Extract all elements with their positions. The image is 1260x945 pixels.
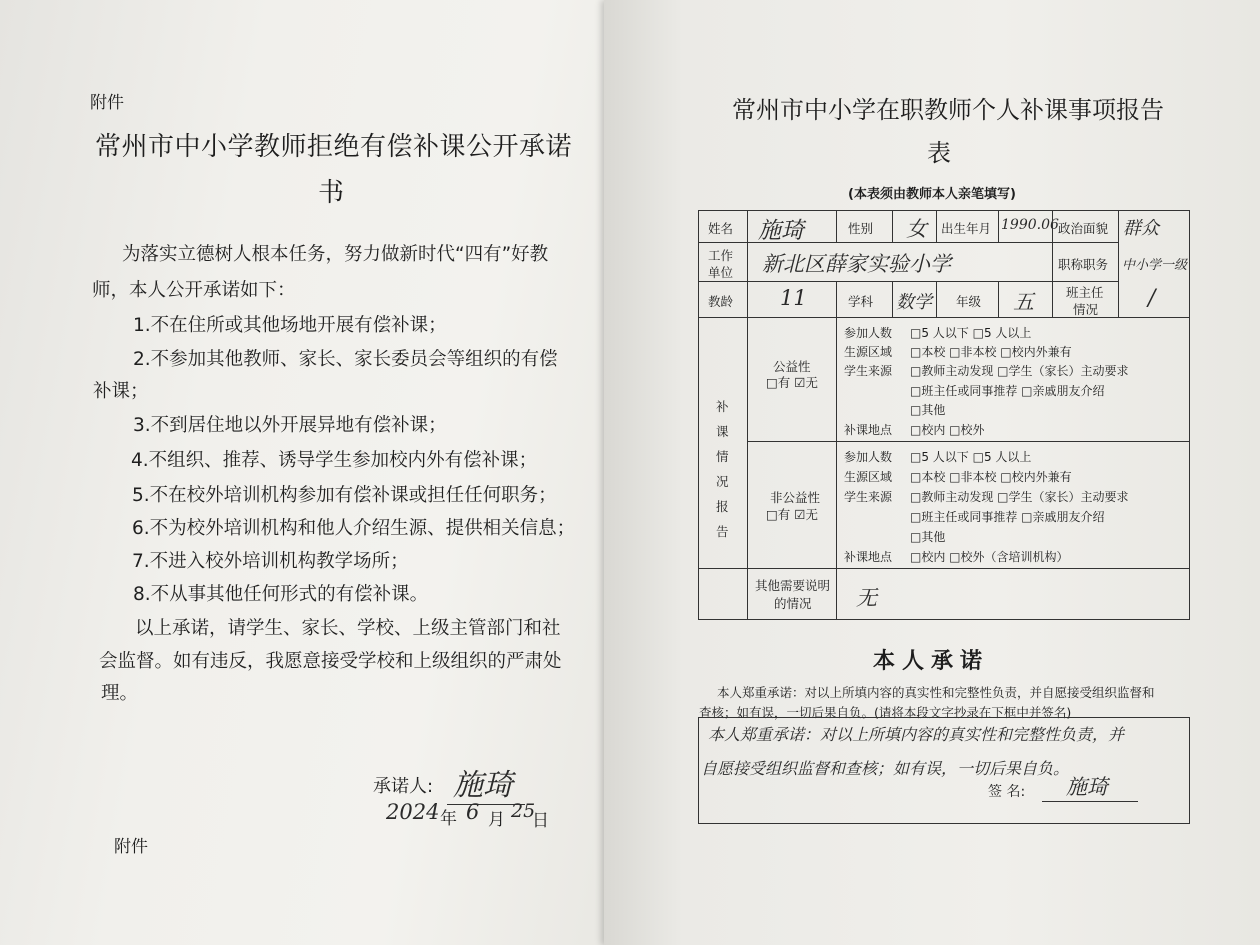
nonpublic-row-key: 学生来源 xyxy=(844,490,893,504)
name-label: 姓名 xyxy=(708,221,734,236)
grade-value: 五 xyxy=(1013,290,1034,314)
sign-value: 施琦 xyxy=(1042,771,1138,802)
pledge-item: 2.不参加其他教师、家长、家长委员会等组织的有偿 xyxy=(133,349,558,370)
nonpublic-row-options: □其他 xyxy=(910,530,946,544)
nonpublic-row-key: 生源区域 xyxy=(844,470,893,484)
unit-label-line2: 单位 xyxy=(708,265,734,280)
other-value: 无 xyxy=(856,586,877,610)
public-label: 公益性 xyxy=(773,359,811,374)
public-row-options: □5 人以下 □5 人以上 xyxy=(910,326,1032,340)
title-value: 中小学一级 xyxy=(1122,258,1188,273)
public-row-key: 补课地点 xyxy=(844,423,893,437)
date-month-char: 月 xyxy=(488,810,505,830)
public-choice: □有 ☑无 xyxy=(766,375,818,390)
public-row-options: □教师主动发现 □学生（家长）主动要求 xyxy=(910,364,1129,378)
public-row-key: 学生来源 xyxy=(844,364,893,378)
nonpublic-row-key: 参加人数 xyxy=(844,450,893,464)
side-label-char: 课 xyxy=(716,424,729,439)
grade-label: 年级 xyxy=(956,294,982,309)
subject-value: 数学 xyxy=(896,292,932,313)
nonpublic-row-key: 补课地点 xyxy=(844,550,893,564)
other-label-line2: 的情况 xyxy=(774,596,812,611)
nonpublic-row-options: □教师主动发现 □学生（家长）主动要求 xyxy=(910,490,1129,504)
nonpublic-row-options: □校内 □校外（含培训机构） xyxy=(910,550,1069,564)
report-form xyxy=(698,210,1190,620)
headteacher-value: / xyxy=(1148,286,1156,311)
handwritten-promise-line1: 本人郑重承诺：对以上所填内容的真实性和完整性负责，并 xyxy=(708,725,1125,744)
report-subtitle: (本表须由教师本人亲笔填写) xyxy=(848,187,1016,202)
date-day: 25 xyxy=(511,800,536,822)
nonpublic-label: 非公益性 xyxy=(770,490,821,505)
pledge-item: 3.不到居住地以外开展异地有偿补课； xyxy=(133,415,447,436)
nonpublic-row-options: □班主任或同事推荐 □亲戚朋友介绍 xyxy=(910,510,1105,524)
pledge-item: 7.不进入校外培训机构教学场所； xyxy=(132,551,409,572)
pledge-item: 1.不在住所或其他场地开展有偿补课； xyxy=(133,315,447,336)
date-month: 6 xyxy=(466,800,480,824)
pledge-item: 补课； xyxy=(93,381,149,402)
age-label: 教龄 xyxy=(708,294,734,309)
headteacher-label-line2: 情况 xyxy=(1073,302,1099,317)
report-title-end: 表 xyxy=(927,139,951,167)
public-row-key: 生源区域 xyxy=(844,345,893,359)
paragraph-line: 为落实立德树人根本任务，努力做新时代“四有”好教 xyxy=(122,244,549,265)
right-page xyxy=(604,0,1260,945)
unit-label-line1: 工作 xyxy=(708,248,734,263)
side-label-char: 补 xyxy=(716,399,729,414)
pledge-item: 6.不为校外培训机构和他人介绍生源、提供相关信息； xyxy=(132,518,576,539)
pledge-item: 8.不从事其他任何形式的有偿补课。 xyxy=(133,584,429,605)
public-row-options: □校内 □校外 xyxy=(910,423,985,437)
date-year: 2024 xyxy=(386,800,440,824)
promisor-signature: 施琦 xyxy=(447,760,525,805)
side-label-char: 情 xyxy=(716,449,729,464)
paragraph-line: 会监督。如有违反，我愿意接受学校和上级组织的严肃处 xyxy=(99,651,562,672)
politics-label: 政治面貌 xyxy=(1058,221,1109,236)
left-page xyxy=(0,0,610,945)
name-value: 施琦 xyxy=(758,218,804,244)
commitment-title-end: 书 xyxy=(318,178,345,208)
gender-label: 性别 xyxy=(848,221,874,236)
politics-value: 群众 xyxy=(1123,218,1159,239)
age-value: 11 xyxy=(780,286,807,310)
nonpublic-choice: □有 ☑无 xyxy=(766,507,818,522)
public-row-options: □班主任或同事推荐 □亲戚朋友介绍 xyxy=(910,384,1105,398)
report-title: 常州市中小学在职教师个人补课事项报告 xyxy=(732,96,1164,124)
promisor-label: 承诺人: xyxy=(373,776,434,797)
promise-title: 本人承诺 xyxy=(873,649,990,674)
headteacher-label-line1: 班主任 xyxy=(1066,285,1104,300)
title-label: 职称职务 xyxy=(1058,257,1109,272)
date-day-char: 日 xyxy=(532,811,549,831)
other-label-line1: 其他需要说明 xyxy=(755,578,831,593)
subject-label: 学科 xyxy=(848,294,874,309)
public-row-options: □其他 xyxy=(910,403,946,417)
paragraph-line: 师，本人公开承诺如下： xyxy=(92,280,296,301)
side-label-char: 告 xyxy=(716,524,729,539)
nonpublic-row-options: □本校 □非本校 □校内外兼有 xyxy=(910,470,1072,484)
birth-label: 出生年月 xyxy=(941,221,992,236)
promise-text-line2: 查核；如有误，一切后果自负。(请将本段文字抄录在下框中并签名) xyxy=(699,705,1072,720)
birth-value: 1990.06 xyxy=(1001,217,1059,233)
unit-value: 新北区薛家实验小学 xyxy=(762,252,951,276)
nonpublic-row-options: □5 人以下 □5 人以上 xyxy=(910,450,1032,464)
attachment-label-bottom: 附件 xyxy=(114,837,148,857)
attachment-label: 附件 xyxy=(90,93,124,113)
side-label-char: 况 xyxy=(716,474,729,489)
paragraph-line: 以上承诺，请学生、家长、学校、上级主管部门和社 xyxy=(135,618,561,639)
handwritten-promise-line2: 自愿接受组织监督和查核；如有误，一切后果自负。 xyxy=(701,759,1070,778)
paragraph-line: 理。 xyxy=(101,683,139,704)
side-label-char: 报 xyxy=(716,499,729,514)
public-row-key: 参加人数 xyxy=(844,326,893,340)
promise-text-line1: 本人郑重承诺：对以上所填内容的真实性和完整性负责，并自愿接受组织监督和 xyxy=(717,685,1155,700)
pledge-item: 4.不组织、推荐、诱导学生参加校内外有偿补课； xyxy=(131,450,538,471)
gender-value: 女 xyxy=(906,217,927,241)
commitment-title: 常州市中小学教师拒绝有偿补课公开承诺 xyxy=(95,132,573,162)
sign-label: 签 名: xyxy=(988,784,1026,800)
pledge-item: 5.不在校外培训机构参加有偿补课或担任任何职务； xyxy=(132,485,557,506)
date-year-char: 年 xyxy=(440,809,457,829)
public-row-options: □本校 □非本校 □校内外兼有 xyxy=(910,345,1072,359)
